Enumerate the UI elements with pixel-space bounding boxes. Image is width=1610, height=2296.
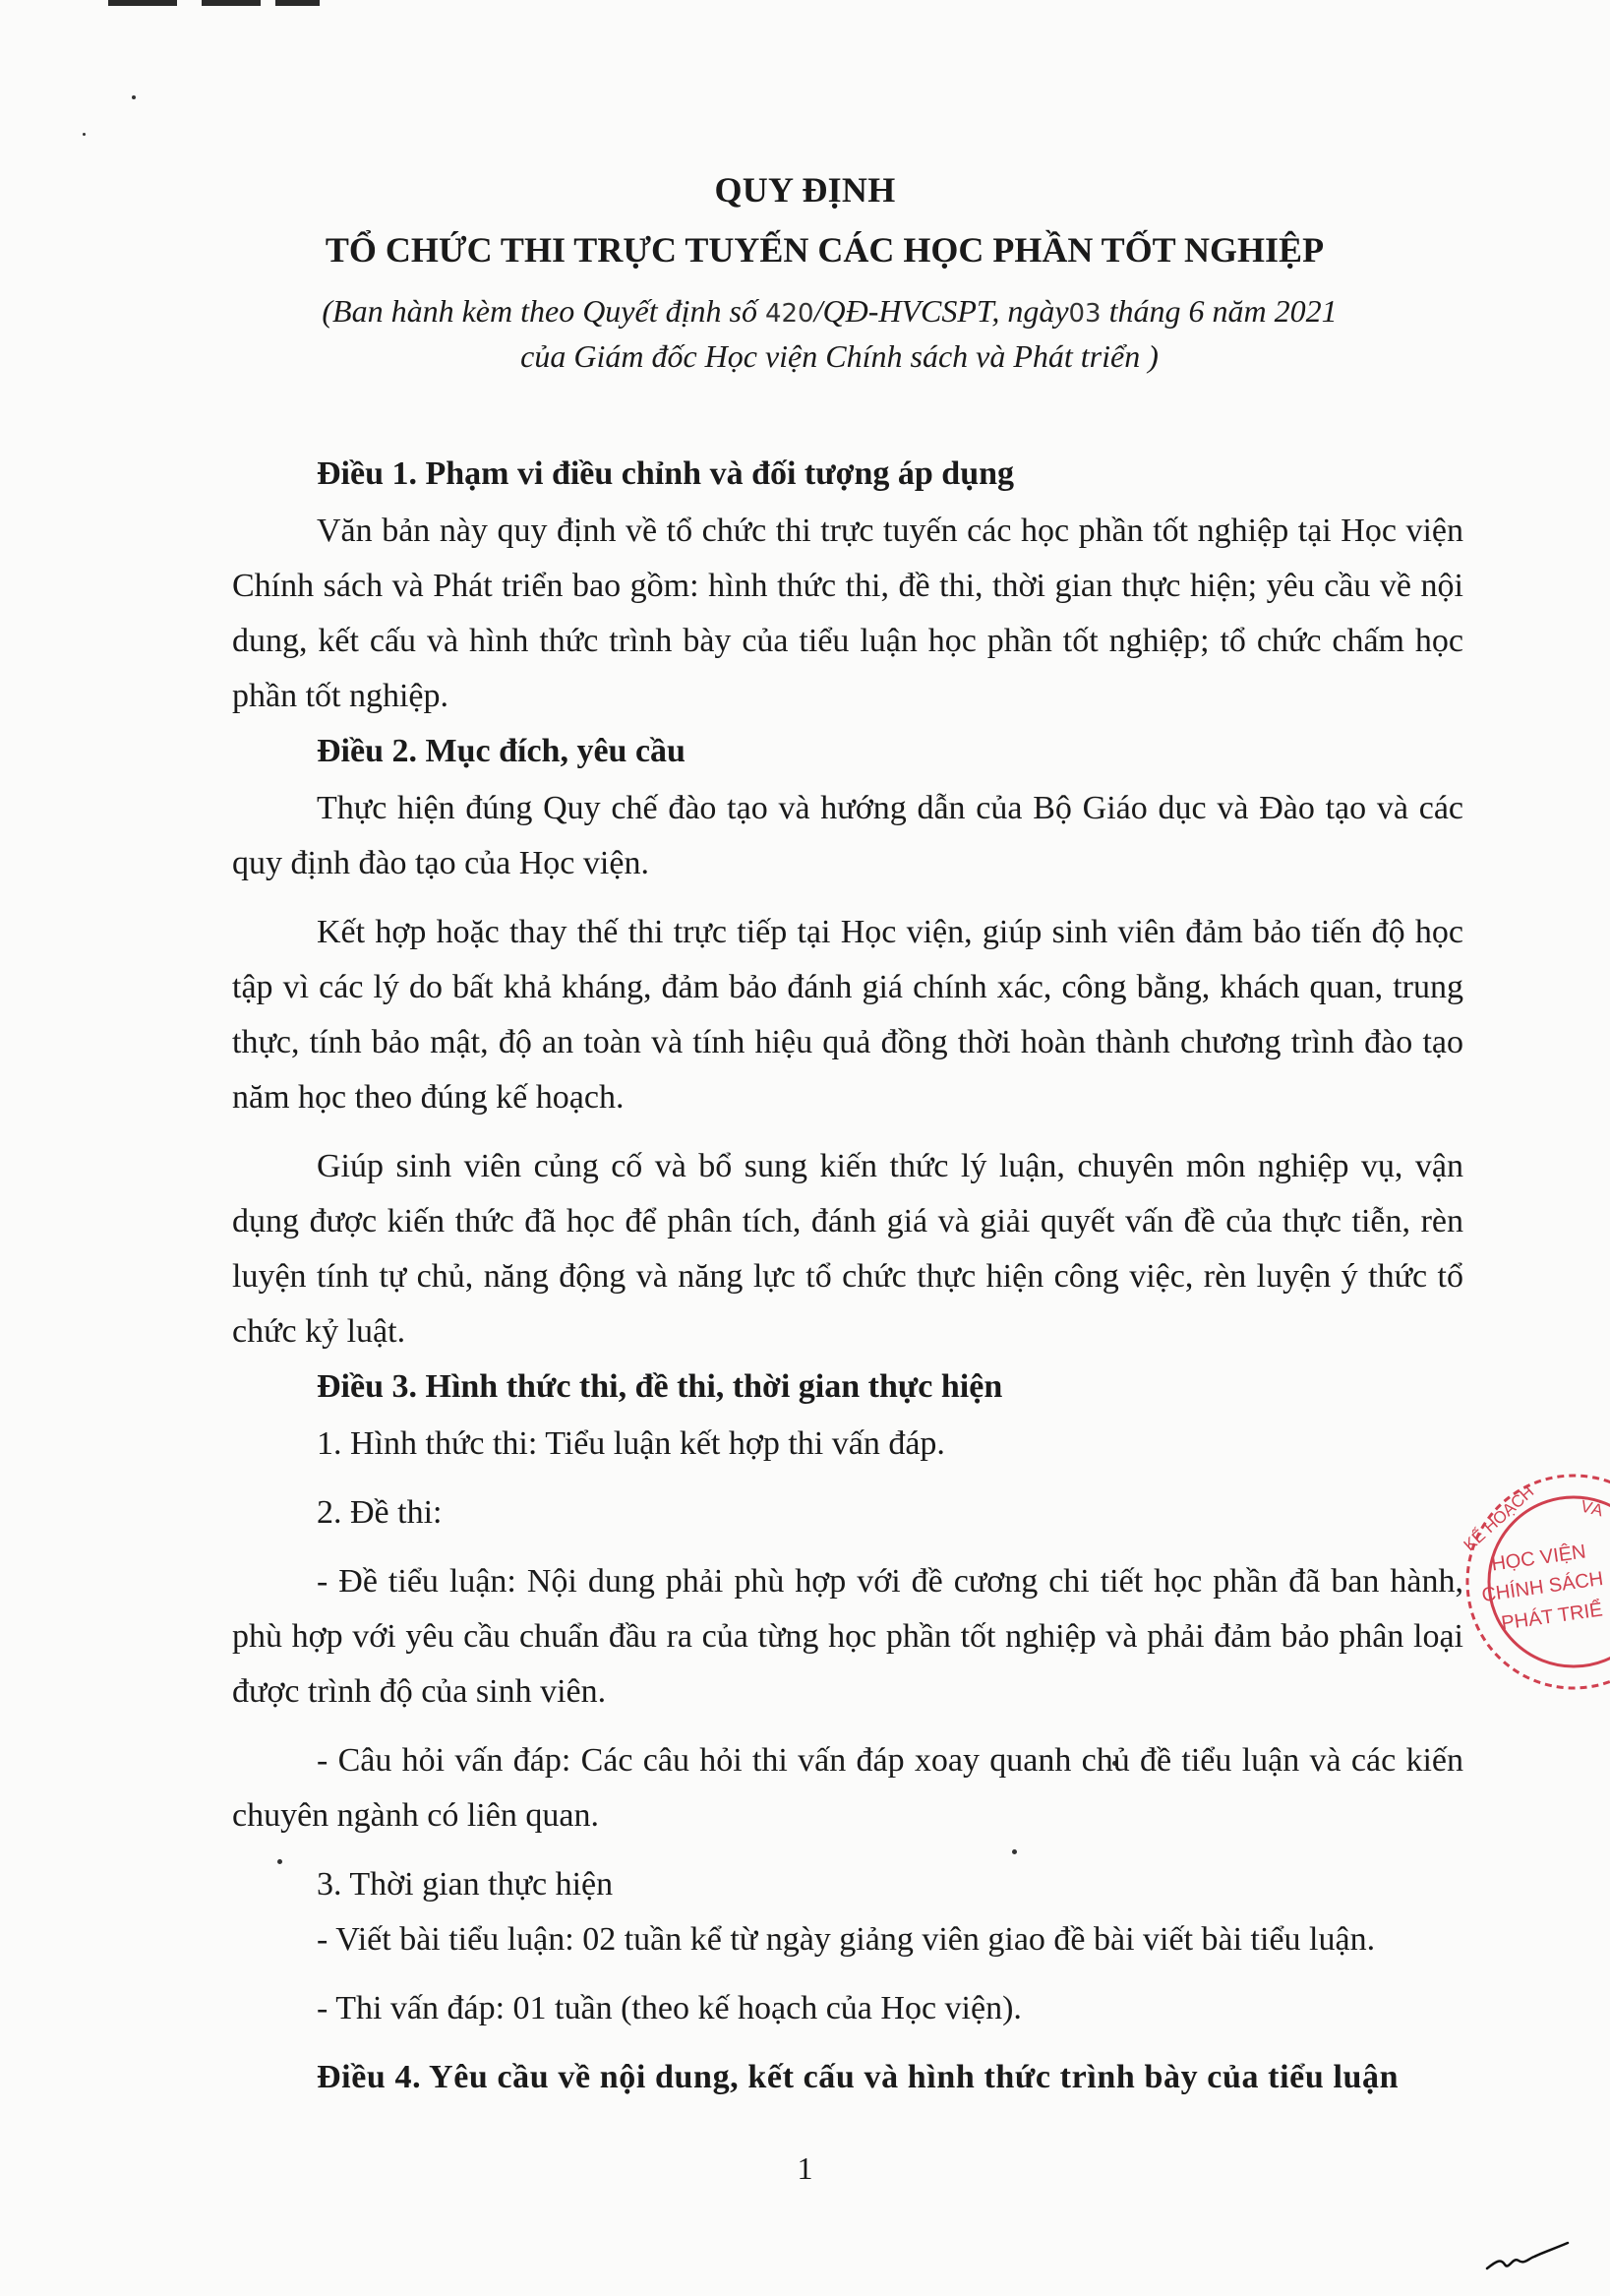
article-2-paragraph: Giúp sinh viên củng cố và bổ sung kiến thức lý luận, chuyên môn nghiệp vụ, vận dụng được kiến thức đã học để phân tích, đánh giá và giải quyết vấn đề của thực tiễn, rèn luyện tính tự chủ, năng động và năng lực tổ chức thực hiện công việc, rèn luyện ý thức tổ chức kỷ luật. <box>232 1148 1463 1350</box>
article-2-paragraph: Kết hợp hoặc thay thế thi trực tiếp tại Học viện, giúp sinh viên đảm bảo tiến độ học tập vì các lý do bất khả kháng, đảm bảo đánh giá chính xác, công bằng, khách quan, trung thực, tính bảo mật, độ an toàn và tính hiệu quả đồng thời hoàn thành chương trình đào tạo năm học theo đúng kế hoạch. <box>232 914 1463 1116</box>
official-seal-stamp <box>1431 1466 1610 1692</box>
issuance-suffix: tháng 6 năm 2021 <box>1108 293 1338 329</box>
article-2-paragraph: Thực hiện đúng Quy chế đào tạo và hướng dẫn của Bộ Giáo dục và Đào tạo và các quy định đào tạo của Học viện. <box>232 790 1463 881</box>
article-1-paragraph: Văn bản này quy định về tổ chức thi trực tuyến các học phần tốt nghiệp tại Học viện Chính sách và Phát triển bao gồm: hình thức thi, đề thi, thời gian thực hiện; yêu cầu về nội dung, kết cấu và hình thức trình bày của tiểu luận học phần tốt nghiệp; tổ chức chấm học phần tốt nghiệp. <box>232 513 1463 714</box>
article-4-heading: Điều 4. Yêu cầu về nội dung, kết cấu và hình thức trình bày của tiểu luận <box>317 2059 1400 2095</box>
article-3-heading: Điều 3. Hình thức thi, đề thi, thời gian thực hiện <box>317 1368 1003 1405</box>
scan-edge-mark <box>275 0 320 6</box>
stamp-line-3: PHÁT TRIỂ <box>1500 1599 1604 1635</box>
article-3-item: - Thi vấn đáp: 01 tuần (theo kế hoạch của Học viện). <box>317 1990 1022 2026</box>
scan-speck <box>132 95 136 99</box>
document-subtitle: TỔ CHỨC THI TRỰC TUYẾN CÁC HỌC PHẦN TỐT NGHIỆP <box>325 230 1325 270</box>
page-number: 1 <box>797 2150 813 2186</box>
stamp-ring-text-right: VÀ <box>1579 1496 1605 1521</box>
handwritten-decision-number: 420 <box>764 299 814 329</box>
stamp-line-2: CHÍNH SÁCH <box>1480 1567 1605 1607</box>
scan-speck <box>83 133 86 136</box>
document-body <box>232 447 1463 2105</box>
document-title: QUY ĐỊNH <box>714 170 896 210</box>
issuance-prefix: (Ban hành kèm theo Quyết định số <box>322 293 757 329</box>
article-3-item: 3. Thời gian thực hiện <box>317 1866 614 1903</box>
issuance-line-1 <box>0 293 1610 330</box>
article-3-item: - Viết bài tiểu luận: 02 tuần kể từ ngày giảng viên giao đề bài viết bài tiểu luận. <box>317 1921 1376 1958</box>
stamp-line-1: HỌC VIỆN <box>1490 1541 1587 1576</box>
article-3-item: 1. Hình thức thi: Tiểu luận kết hợp thi vấn đáp. <box>317 1425 945 1462</box>
article-3-item: 2. Đề thi: <box>317 1494 443 1531</box>
scan-edge-mark <box>108 0 177 6</box>
article-3-item: - Câu hỏi vấn đáp: Các câu hỏi thi vấn đáp xoay quanh chủ đề tiểu luận và các kiến chuyên ngành có liên quan. <box>232 1742 1463 1834</box>
stamp-ring-text-left: KẾ HOẠCH <box>1460 1481 1538 1555</box>
article-3-item: - Đề tiểu luận: Nội dung phải phù hợp với đề cương chi tiết học phần đã ban hành, phù hợp với yêu cầu chuẩn đầu ra của từng học phần tốt nghiệp và phải đảm bảo phân loại được trình độ của sinh viên. <box>232 1563 1463 1710</box>
article-2-heading: Điều 2. Mục đích, yêu cầu <box>317 733 686 769</box>
scan-edge-mark <box>202 0 261 6</box>
article-1-heading: Điều 1. Phạm vi điều chỉnh và đối tượng áp dụng <box>317 455 1015 492</box>
issuance-line-2: của Giám đốc Học viện Chính sách và Phát triển ) <box>520 338 1159 374</box>
issuance-middle: /QĐ-HVCSPT, ngày <box>813 293 1069 329</box>
handwritten-day: 03 <box>1068 299 1102 329</box>
initials-signature <box>1483 2239 1572 2278</box>
